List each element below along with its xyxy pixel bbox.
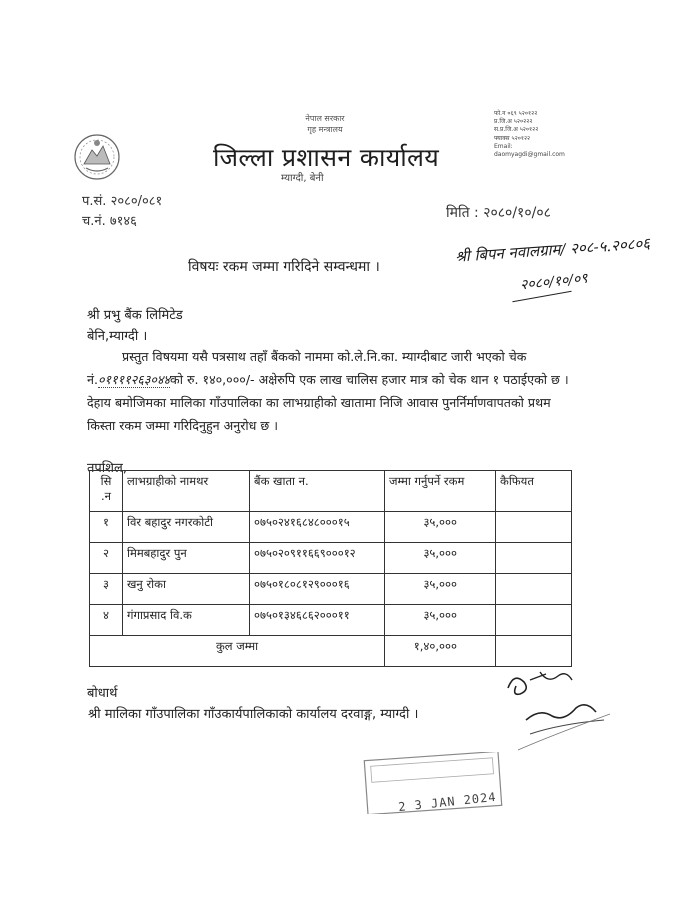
letter-date: मिति : २०८०/१०/०८: [446, 205, 551, 221]
contact-line: फो.न ०६९ ५२०१२२: [494, 110, 538, 117]
addressee-block: [87, 305, 183, 347]
addressee-location: बेनि,म्याग्दी ।: [87, 329, 148, 344]
contact-line: Email:: [494, 142, 513, 150]
body-part-1: प्रस्तुत विषयमा यसै पत्रसाथ तहाँ बैंकको नाममा को.ले.नि.का. म्याग्दीबाट जारी भएको चेक नं.: [87, 349, 527, 387]
cell-sn: ४: [90, 605, 123, 636]
contact-line: स.प्र.जि.अ ५२०१२२: [494, 126, 539, 134]
nepal-emblem-icon: [72, 132, 122, 182]
office-title: जिल्ला प्रशासन कार्यालय: [213, 143, 440, 172]
patra-sankhya: प.सं. २०८०/०८१: [82, 194, 163, 209]
col-header-remarks: कैफियत: [496, 471, 572, 512]
table-row: [90, 512, 572, 543]
col-header-amount: जम्मा गर्नुपर्ने रकम: [385, 471, 496, 512]
cell-amount: ३५,०००: [385, 605, 496, 636]
total-amount: १,४०,०००: [385, 636, 496, 667]
subject-line: विषयः रकम जम्मा गरिदिने सम्वन्धमा ।: [188, 259, 380, 275]
col-header-account: बैंक खाता न.: [250, 471, 385, 512]
cc-recipient: श्री मालिका गाँउपालिका गाँउकार्यपालिकाको कार्यालय दरवाङ्ग, म्याग्दी ।: [88, 707, 419, 722]
body-paragraph: [87, 345, 577, 437]
cell-name: विर बहादुर नगरकोटी: [123, 512, 250, 543]
gov-line: नेपाल सरकार: [305, 114, 345, 123]
details-label: तपशिल,: [87, 461, 127, 476]
addressee-name: श्री प्रभु बैंक लिमिटेड: [87, 308, 183, 323]
table-row: [90, 574, 572, 605]
cell-sn: २: [90, 543, 123, 574]
cell-name: खनु रोका: [123, 574, 250, 605]
handwritten-date: २०८०/१०/०९: [519, 270, 589, 294]
contact-block: [494, 110, 574, 159]
cell-remarks: [496, 512, 572, 543]
body-part-2: को रु. १४०,०००/- अक्षेरुपि एक लाख चालिस हजार मात्र को चेक थान १ पठाईएको छ । देहाय बमोजिमका मालिका गाँउपालिका का लाभग्राहीको खातामा निजि आवास पुनर्निर्माणवापतको प्रथम किस्ता रकम जम्मा गरिदिनुहुन अनुरोध छ ।: [87, 372, 569, 433]
signature-image: [500, 650, 620, 760]
stamp-date: 2 3 JAN 2024: [397, 789, 498, 815]
reference-block: [82, 192, 162, 232]
cell-account: ०७५०२०९११६६९०००१२: [250, 543, 385, 574]
contact-line: प्र.जि.अ ५२०२२२: [494, 118, 533, 126]
cell-remarks: [496, 543, 572, 574]
col-header-sn: सि .न: [90, 471, 123, 512]
cell-amount: ३५,०००: [385, 512, 496, 543]
handwritten-note: श्री बिपन नवालग्राम/ २०८-५.२०८०६: [454, 234, 651, 266]
table-header-row: [90, 471, 572, 512]
letter-body: [87, 345, 577, 437]
beneficiary-table: [89, 470, 572, 667]
cell-name: गंगाप्रसाद वि.क: [123, 605, 250, 636]
cell-account: ०७५०२४१६८४८०००१५: [250, 512, 385, 543]
cell-sn: ३: [90, 574, 123, 605]
cell-amount: ३५,०००: [385, 543, 496, 574]
cell-remarks: [496, 605, 572, 636]
cell-name: मिमबहादुर पुन: [123, 543, 250, 574]
total-label: कुल जम्मा: [90, 636, 385, 667]
cell-sn: १: [90, 512, 123, 543]
chalani-number: च.नं. ७१४६: [82, 214, 137, 229]
col-header-name: लाभग्राहीको नामथर: [123, 471, 250, 512]
ministry-label: [270, 113, 380, 135]
cell-account: ०७५०१३४६८६२०००११: [250, 605, 385, 636]
cell-amount: ३५,०००: [385, 574, 496, 605]
table-row: [90, 605, 572, 636]
contact-email: daomyagdi@gmail.com: [494, 151, 565, 159]
table-row: [90, 543, 572, 574]
cell-account: ०७५०१८०८१२९०००१६: [250, 574, 385, 605]
cc-label: बोधार्थ: [87, 686, 118, 701]
office-location: म्याग्दी, बेनी: [281, 173, 324, 184]
cell-remarks: [496, 574, 572, 605]
contact-line: फ्याक्स ५२०१२२: [494, 134, 531, 142]
ministry-line: गृह मन्त्रालय: [307, 125, 343, 134]
cheque-number: ०११११२६३०४४: [98, 372, 171, 387]
